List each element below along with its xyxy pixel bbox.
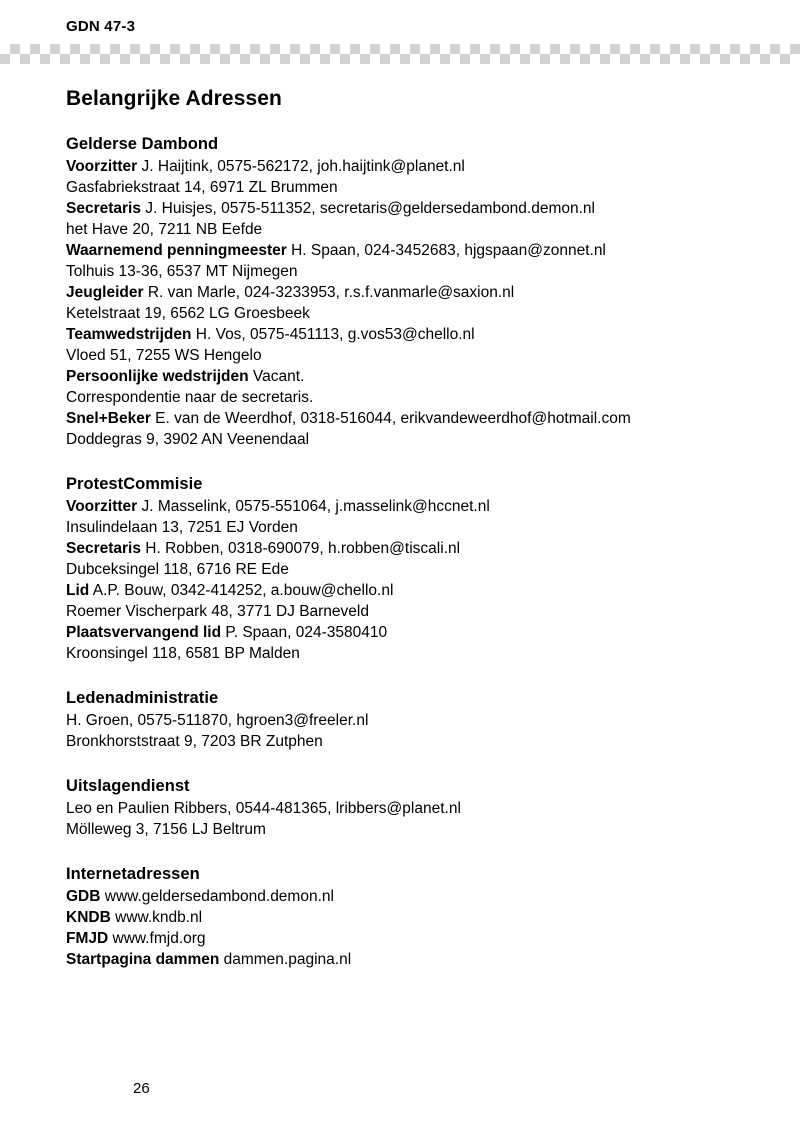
address-entry	[66, 366, 766, 387]
entry-text: P. Spaan, 024-3580410	[221, 624, 388, 641]
entry-role-label: Jeugleider	[66, 284, 144, 301]
entry-text: R. van Marle, 024-3233953, r.s.f.vanmarle@saxion.nl	[143, 284, 515, 301]
entry-text: www.geldersedambond.demon.nl	[100, 888, 334, 905]
entry-role-label: Persoonlijke wedstrijden	[66, 368, 249, 385]
entry-text: dammen.pagina.nl	[219, 951, 352, 968]
address-detail-line	[66, 517, 766, 538]
address-entry	[66, 282, 766, 303]
address-section	[66, 474, 766, 664]
address-detail-line	[66, 219, 766, 240]
entry-role-label: Lid	[66, 582, 90, 599]
address-section	[66, 134, 766, 450]
address-entry	[66, 240, 766, 261]
entry-role-label: FMJD	[66, 930, 109, 947]
address-entry	[66, 198, 766, 219]
entry-text: het Have 20, 7211 NB Eefde	[66, 221, 263, 238]
page-title: Belangrijke Adressen	[66, 87, 282, 110]
page-number: 26	[133, 1080, 150, 1097]
entry-text: J. Haijtink, 0575-562172, joh.haijtink@planet.nl	[137, 158, 465, 175]
address-detail-line	[66, 429, 766, 450]
address-entry	[66, 156, 766, 177]
entry-text: H. Spaan, 024-3452683, hjgspaan@zonnet.nl	[286, 242, 606, 259]
entry-text: Bronkhorststraat 9, 7203 BR Zutphen	[66, 733, 323, 750]
address-sections	[66, 134, 766, 970]
address-entry	[66, 886, 766, 907]
entry-text: Mölleweg 3, 7156 LJ Beltrum	[66, 821, 266, 838]
address-entry	[66, 408, 766, 429]
address-entry	[66, 907, 766, 928]
entry-text: J. Masselink, 0575-551064, j.masselink@hccnet.nl	[137, 498, 490, 515]
entry-text: www.kndb.nl	[110, 909, 203, 926]
entry-text: H. Robben, 0318-690079, h.robben@tiscali.nl	[140, 540, 461, 557]
address-entry	[66, 928, 766, 949]
address-entry	[66, 949, 766, 970]
address-entry	[66, 580, 766, 601]
address-detail-line	[66, 710, 766, 731]
section-heading: Ledenadministratie	[66, 689, 219, 707]
section-heading: Gelderse Dambond	[66, 135, 219, 153]
section-heading: ProtestCommisie	[66, 475, 203, 493]
address-detail-line	[66, 303, 766, 324]
address-detail-line	[66, 819, 766, 840]
entry-text: Leo en Paulien Ribbers, 0544-481365, lribbers@planet.nl	[66, 800, 461, 817]
address-detail-line	[66, 559, 766, 580]
entry-role-label: Voorzitter	[66, 158, 138, 175]
entry-role-label: Secretaris	[66, 200, 141, 217]
address-detail-line	[66, 261, 766, 282]
entry-text: Insulindelaan 13, 7251 EJ Vorden	[66, 519, 298, 536]
address-section	[66, 688, 766, 752]
address-entry	[66, 538, 766, 559]
entry-text: Correspondentie naar de secretaris.	[66, 389, 314, 406]
entry-role-label: Snel+Beker	[66, 410, 151, 427]
entry-role-label: GDB	[66, 888, 101, 905]
running-header: GDN 47-3	[66, 18, 136, 35]
entry-text: E. van de Weerdhof, 0318-516044, erikvandeweerdhof@hotmail.com	[150, 410, 631, 427]
address-detail-line	[66, 798, 766, 819]
entry-role-label: KNDB	[66, 909, 111, 926]
entry-text: www.fmjd.org	[108, 930, 206, 947]
address-detail-line	[66, 643, 766, 664]
entry-text: A.P. Bouw, 0342-414252, a.bouw@chello.nl	[89, 582, 394, 599]
entry-text: Ketelstraat 19, 6562 LG Groesbeek	[66, 305, 310, 322]
address-detail-line	[66, 387, 766, 408]
entry-text: Kroonsingel 118, 6581 BP Malden	[66, 645, 300, 662]
entry-text: Gasfabriekstraat 14, 6971 ZL Brummen	[66, 179, 338, 196]
entry-text: J. Huisjes, 0575-511352, secretaris@geldersedambond.demon.nl	[140, 200, 595, 217]
address-detail-line	[66, 601, 766, 622]
entry-text: Tolhuis 13-36, 6537 MT Nijmegen	[66, 263, 298, 280]
address-entry	[66, 324, 766, 345]
entry-text: H. Groen, 0575-511870, hgroen3@freeler.nl	[66, 712, 369, 729]
entry-text: Vloed 51, 7255 WS Hengelo	[66, 347, 262, 364]
entry-role-label: Teamwedstrijden	[66, 326, 192, 343]
entry-role-label: Startpagina dammen	[66, 951, 220, 968]
checkerboard-divider	[0, 44, 800, 64]
entry-text: Dubceksingel 118, 6716 RE Ede	[66, 561, 289, 578]
section-heading: Internetadressen	[66, 865, 200, 883]
document-content	[66, 86, 766, 970]
entry-text: Roemer Vischerpark 48, 3771 DJ Barneveld	[66, 603, 369, 620]
address-detail-line	[66, 731, 766, 752]
entry-role-label: Plaatsvervangend lid	[66, 624, 222, 641]
address-entry	[66, 496, 766, 517]
entry-role-label: Voorzitter	[66, 498, 138, 515]
address-section	[66, 776, 766, 840]
entry-text: Vacant.	[248, 368, 305, 385]
entry-text: H. Vos, 0575-451113, g.vos53@chello.nl	[191, 326, 475, 343]
entry-role-label: Secretaris	[66, 540, 141, 557]
address-detail-line	[66, 345, 766, 366]
address-entry	[66, 622, 766, 643]
address-detail-line	[66, 177, 766, 198]
entry-role-label: Waarnemend penningmeester	[66, 242, 287, 259]
entry-text: Doddegras 9, 3902 AN Veenendaal	[66, 431, 310, 448]
address-section	[66, 864, 766, 970]
section-heading: Uitslagendienst	[66, 777, 190, 795]
